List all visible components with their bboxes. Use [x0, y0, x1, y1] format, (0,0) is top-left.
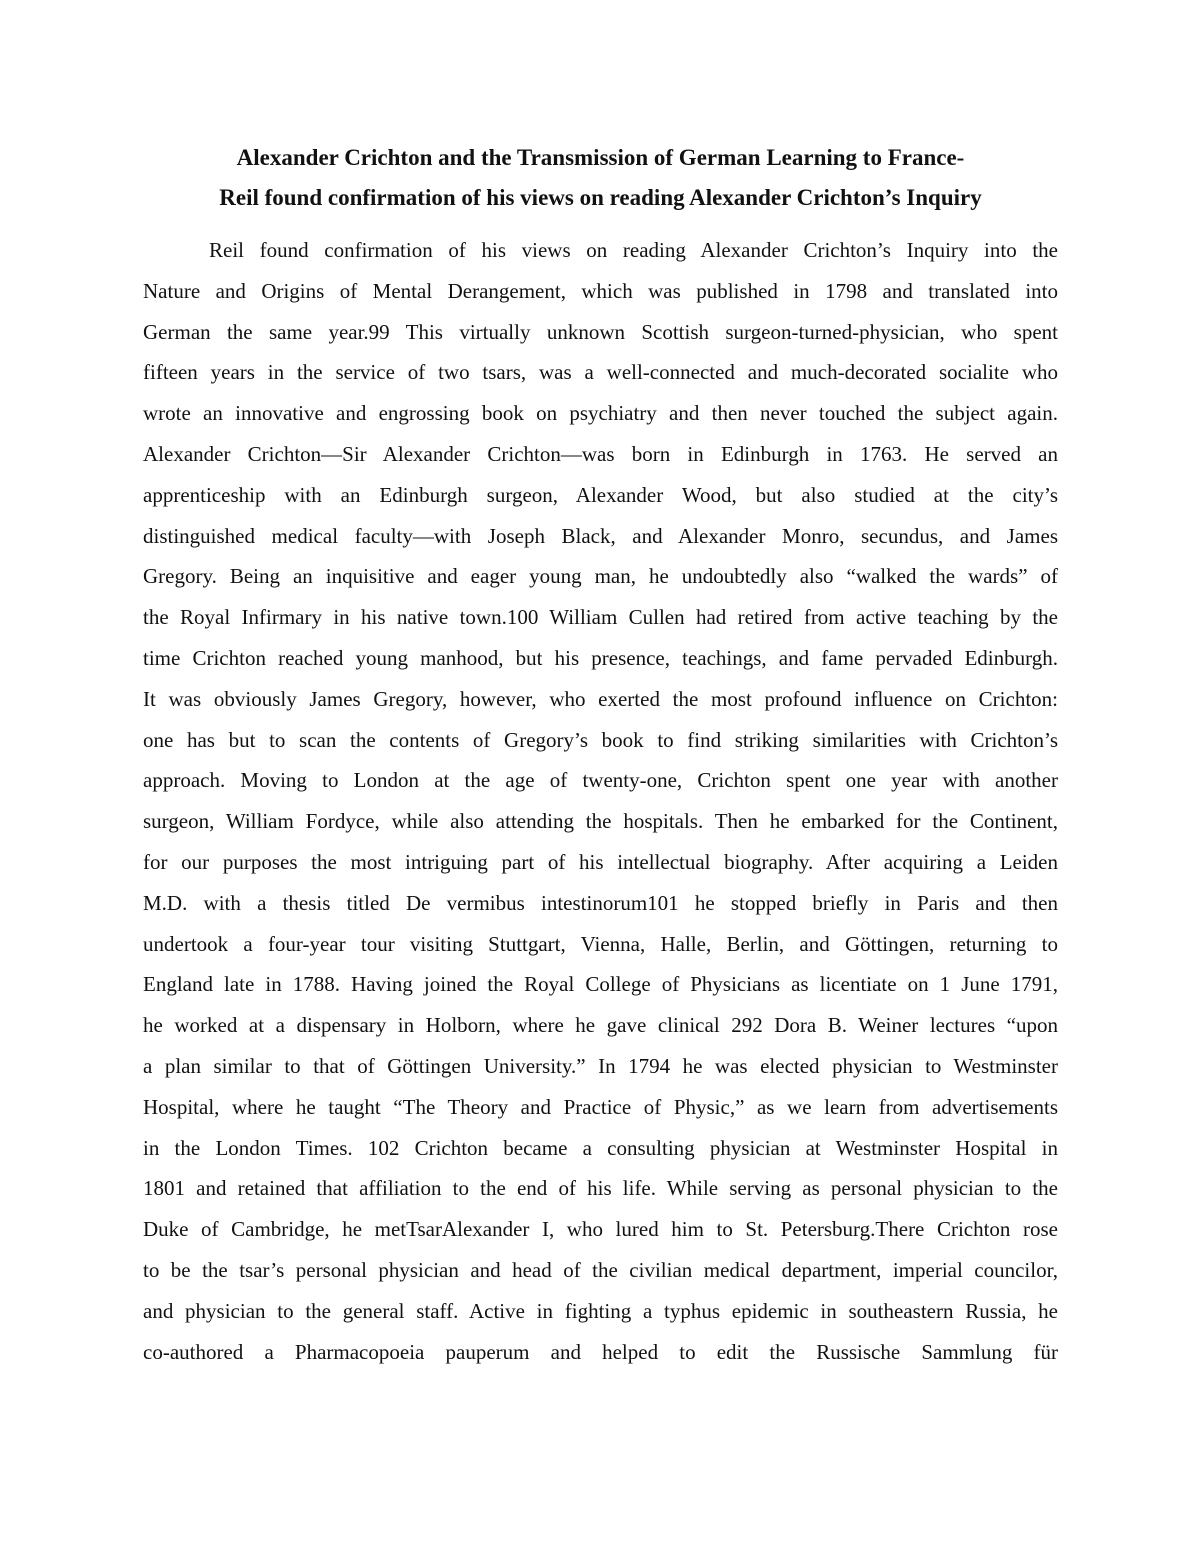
body-line: Reil found confirmation of his views on reading Alexander Crichton’s Inquiry into the	[209, 238, 1058, 262]
body-line: It was obviously James Gregory, however, who exerted the most profound influence on Crichton:	[143, 686, 1058, 711]
body-line: co-authored a Pharmacopoeia pauperum and helped to edit the Russische Sammlung für	[143, 1339, 1058, 1364]
body-line: apprenticeship with an Edinburgh surgeon, Alexander Wood, but also studied at the city’s	[143, 482, 1058, 507]
body-line: for our purposes the most intriguing part of his intellectual biography. After acquiring a Leiden	[143, 849, 1058, 874]
body-line: fifteen years in the service of two tsars, was a well-connected and much-decorated socialite who	[143, 360, 1058, 385]
body-line: to be the tsar’s personal physician and head of the civilian medical department, imperial councilor,	[143, 1257, 1058, 1282]
title-line-2: Reil found confirmation of his views on reading Alexander Crichton’s Inquiry	[219, 185, 982, 210]
document-title	[143, 138, 1058, 218]
body-line: one has but to scan the contents of Gregory’s book to find striking similarities with Crichton’s	[143, 727, 1058, 752]
document-page	[143, 138, 1058, 1372]
body-line: Duke of Cambridge, he metTsarAlexander I, who lured him to St. Petersburg.There Crichton rose	[143, 1217, 1058, 1242]
body-line: time Crichton reached young manhood, but his presence, teachings, and fame pervaded Edinburgh.	[143, 645, 1058, 670]
body-line: distinguished medical faculty—with Joseph Black, and Alexander Monro, secundus, and James	[143, 523, 1058, 548]
body-paragraph	[143, 230, 1058, 1372]
body-line: Alexander Crichton—Sir Alexander Crichton—was born in Edinburgh in 1763. He served an	[143, 441, 1058, 466]
body-line: Gregory. Being an inquisitive and eager young man, he undoubtedly also “walked the wards” of	[143, 564, 1058, 589]
body-line: a plan similar to that of Göttingen University.” In 1794 he was elected physician to Westminster	[143, 1053, 1058, 1078]
body-line: wrote an innovative and engrossing book on psychiatry and then never touched the subject again.	[143, 401, 1058, 426]
body-line: approach. Moving to London at the age of twenty-one, Crichton spent one year with another	[143, 768, 1058, 793]
body-line: he worked at a dispensary in Holborn, where he gave clinical 292 Dora B. Weiner lectures “upon	[143, 1013, 1058, 1038]
body-line: England late in 1788. Having joined the Royal College of Physicians as licentiate on 1 June 1791,	[143, 972, 1058, 997]
body-line: undertook a four-year tour visiting Stuttgart, Vienna, Halle, Berlin, and Göttingen, returning to	[143, 931, 1058, 956]
body-line: surgeon, William Fordyce, while also attending the hospitals. Then he embarked for the Continent,	[143, 809, 1058, 834]
body-line: Nature and Origins of Mental Derangement, which was published in 1798 and translated into	[143, 278, 1058, 303]
body-line: and physician to the general staff. Active in fighting a typhus epidemic in southeastern Russia, he	[143, 1298, 1058, 1323]
title-line-1: Alexander Crichton and the Transmission of German Learning to France-	[236, 145, 965, 170]
body-line: German the same year.99 This virtually unknown Scottish surgeon-turned-physician, who spent	[143, 319, 1058, 344]
body-line: M.D. with a thesis titled De vermibus intestinorum101 he stopped briefly in Paris and then	[143, 890, 1058, 915]
body-line: Hospital, where he taught “The Theory and Practice of Physic,” as we learn from advertisements	[143, 1094, 1058, 1119]
body-line: the Royal Infirmary in his native town.100 William Cullen had retired from active teaching by the	[143, 605, 1058, 630]
body-line: in the London Times. 102 Crichton became a consulting physician at Westminster Hospital in	[143, 1135, 1058, 1160]
body-line: 1801 and retained that affiliation to the end of his life. While serving as personal physician to the	[143, 1176, 1058, 1201]
